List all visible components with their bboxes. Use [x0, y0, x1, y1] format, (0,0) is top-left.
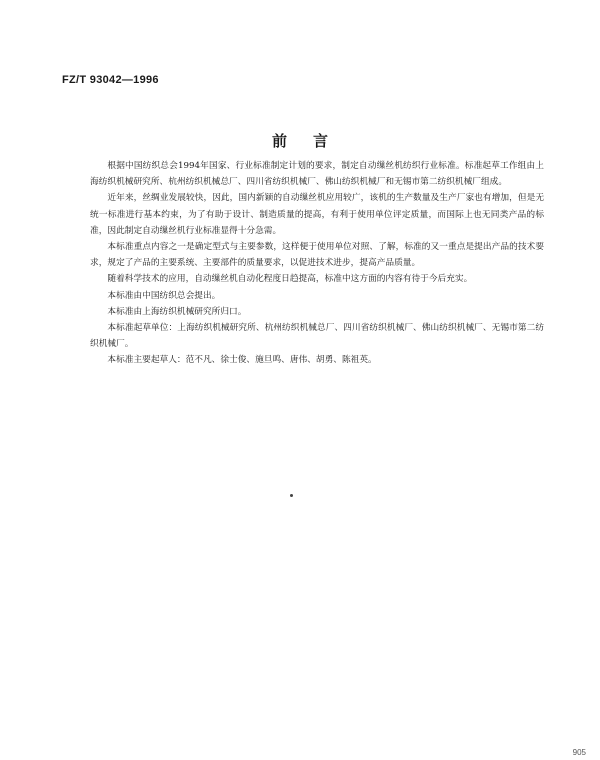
- stray-dot-mark: [290, 494, 293, 497]
- standard-code: FZ/T 93042—1996: [62, 74, 159, 86]
- page-title: 前言: [271, 132, 354, 150]
- paragraph-proposed-by: 本标准由中国纺织总会提出。: [107, 290, 221, 301]
- paragraph-drafters: 本标准主要起草人：范不凡、徐士俊、施旦鸣、唐伟、胡勇、陈祖英。: [107, 355, 377, 366]
- page-number: 905: [572, 748, 586, 757]
- foreword-body: [90, 158, 544, 369]
- paragraph-managed-by: 本标准由上海纺织机械研究所归口。: [107, 306, 247, 317]
- paragraph-plan-basis: 根据中国纺织总会1994年国家、行业标准制定计划的要求，制定自动缫丝机纺织行业标准。标准起草工作组由上海纺织机械研究所、杭州纺织机械总厂、四川省纺织机械厂、佛山纺织机械厂和无锡市第二纺织机械厂组成。: [90, 161, 544, 188]
- paragraph-background: 近年来，丝绸业发展较快，因此，国内新颖的自动缫丝机应用较广，该机的生产数量及生产厂家也有增加，但是无统一标准进行基本约束，为了有助于设计、制造质量的提高，有利于使用单位评定质量，而国际上也无同类产品的标准，因此制定自动缫丝机行业标准显得十分急需。: [90, 193, 544, 236]
- paragraph-key-content: 本标准重点内容之一是确定型式与主要参数，这样便于使用单位对照、了解，标准的又一重点是提出产品的技术要求，规定了产品的主要系统、主要部件的质量要求，以促进技术进步，提高产品质量。: [90, 242, 544, 269]
- paragraph-drafting-units: 本标准起草单位：上海纺织机械研究所、杭州纺织机械总厂、四川省纺织机械厂、佛山纺织机械厂、无锡市第二纺织机械厂。: [90, 323, 544, 350]
- paragraph-future: 随着科学技术的应用，自动缫丝机自动化程度日趋提高，标准中这方面的内容有待于今后充实。: [107, 274, 473, 285]
